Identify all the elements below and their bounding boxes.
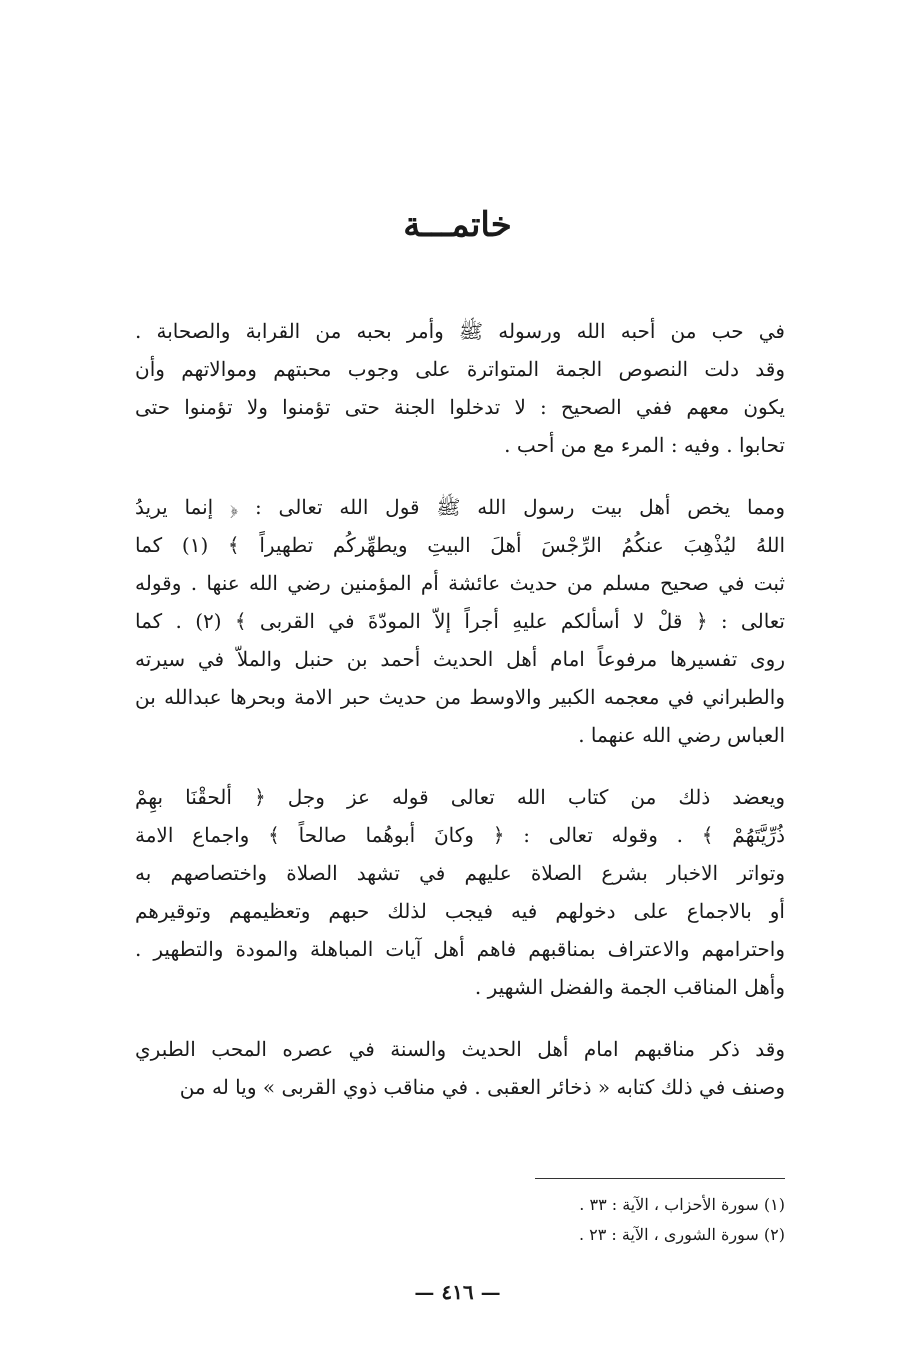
paragraph	[135, 778, 785, 1006]
text-line: روى تفسيرها مرفوعاً امام أهل الحديث أحمد بن حنبل والملاّ في سيرته	[135, 647, 785, 671]
text-line: ذُرِّيَّتَهُمْ ﴾ . وقوله تعالى : ﴿ وكانَ أبوهُما صالحاً ﴾ واجماع الامة	[135, 823, 785, 847]
text-line: تعالى : ﴿ قلْ لا أسألكم عليهِ أجراً إلاّ المودّةَ في القربى ﴾ (٢) . كما	[135, 609, 785, 633]
text-line: واحترامهم والاعتراف بمناقبهم فاهم أهل آيات المباهلة والمودة والتطهير .	[135, 937, 785, 961]
footnotes	[385, 1190, 785, 1250]
text-line: وتواتر الاخبار بشرع الصلاة عليهم في تشهد الصلاة واختصاصهم به	[135, 861, 785, 885]
text-line: ويعضد ذلك من كتاب الله تعالى قوله عز وجل ﴿ ألحقْنَا بهِمْ	[135, 785, 785, 809]
paragraph	[135, 1030, 785, 1106]
text-line: وقد دلت النصوص الجمة المتواترة على وجوب محبتهم وموالاتهم وأن	[135, 357, 785, 381]
text-line: اللهُ ليُذْهِبَ عنكُمُ الرِّجْسَ أهلَ البيتِ ويطهِّركُم تطهيراً ﴾ (١) كما	[135, 533, 786, 557]
text-line: والطبراني في معجمه الكبير والاوسط من حديث حبر الامة وبحرها عبدالله بن	[135, 685, 785, 709]
text-line: في حب من أحبه الله ورسوله ﷺ وأمر بحبه من القرابة والصحابة .	[135, 319, 785, 343]
footnote-1: (١) سورة الأحزاب ، الآية : ٣٣ .	[579, 1195, 785, 1214]
body-text	[135, 312, 785, 1130]
paragraph	[135, 312, 785, 464]
text-line: تحابوا . وفيه : المرء مع من أحب .	[504, 433, 785, 457]
text-line: ثبت في صحيح مسلم من حديث عائشة أم المؤمنين رضي الله عنها . وقوله	[135, 571, 785, 595]
paragraph	[135, 488, 785, 754]
text-line: وأهل المناقب الجمة والفضل الشهير .	[474, 975, 785, 999]
text-line: أو بالاجماع على دخولهم فيه فيجب لذلك حبهم وتعظيمهم وتوقيرهم	[135, 899, 785, 923]
footnote-2: (٢) سورة الشورى ، الآية : ٢٣ .	[578, 1225, 785, 1244]
page-number: — ٤١٦ —	[414, 1280, 501, 1304]
text-line: العباس رضي الله عنهما .	[578, 723, 785, 747]
text-line: وقد ذكر مناقبهم امام أهل الحديث والسنة في عصره المحب الطبري	[135, 1037, 785, 1061]
text-line: وصنف في ذلك كتابه « ذخائر العقبى . في مناقب ذوي القربى » ويا له من	[179, 1075, 785, 1099]
text-line: ومما يخص أهل بيت رسول الله ﷺ قول الله تعالى : ﴿ إنما يريدُ	[135, 495, 785, 519]
text-line: يكون معهم ففي الصحيح : لا تدخلوا الجنة حتى تؤمنوا ولا تؤمنوا حتى	[135, 395, 785, 419]
chapter-title: خاتمـــة	[403, 205, 512, 245]
footnote-divider	[535, 1178, 785, 1179]
